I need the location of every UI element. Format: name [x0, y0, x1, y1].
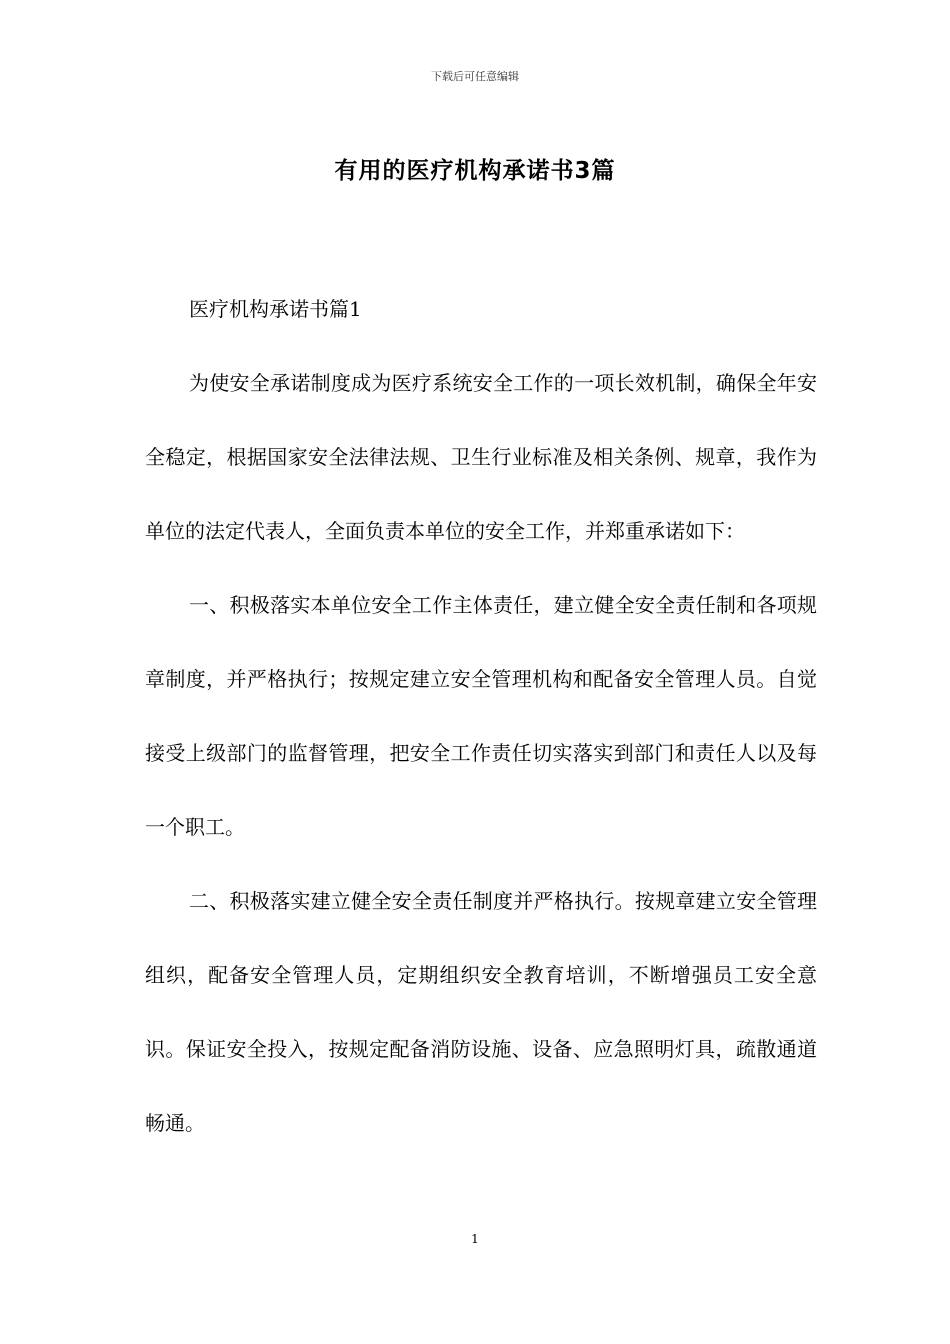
- section-heading: 医疗机构承诺书篇1: [189, 297, 362, 321]
- document-title: 有用的医疗机构承诺书3篇: [334, 158, 616, 184]
- page-number: 1: [471, 1232, 479, 1246]
- paragraph-intro: 为使安全承诺制度成为医疗系统安全工作的一项长效机制，确保全年安全稳定，根据国家安全法律法规、卫生行业标准及相关条例、规章，我作为单位的法定代表人，全面负责本单位的安全工作，并郑重承诺如下：: [145, 371, 817, 543]
- header-note: 下载后可任意编辑: [431, 70, 519, 83]
- paragraph-item-1: 一、积极落实本单位安全工作主体责任，建立健全安全责任制和各项规章制度，并严格执行；按规定建立安全管理机构和配备安全管理人员。自觉接受上级部门的监督管理，把安全工作责任切实落实到部门和责任人以及每一个职工。: [145, 593, 817, 839]
- document-body: [145, 272, 817, 1160]
- paragraph-item-2: 二、积极落实建立健全安全责任制度并严格执行。按规章建立安全管理组织，配备安全管理人员，定期组织安全教育培训，不断增强员工安全意识。保证安全投入，按规定配备消防设施、设备、应急照明灯具，疏散通道畅通。: [145, 889, 817, 1135]
